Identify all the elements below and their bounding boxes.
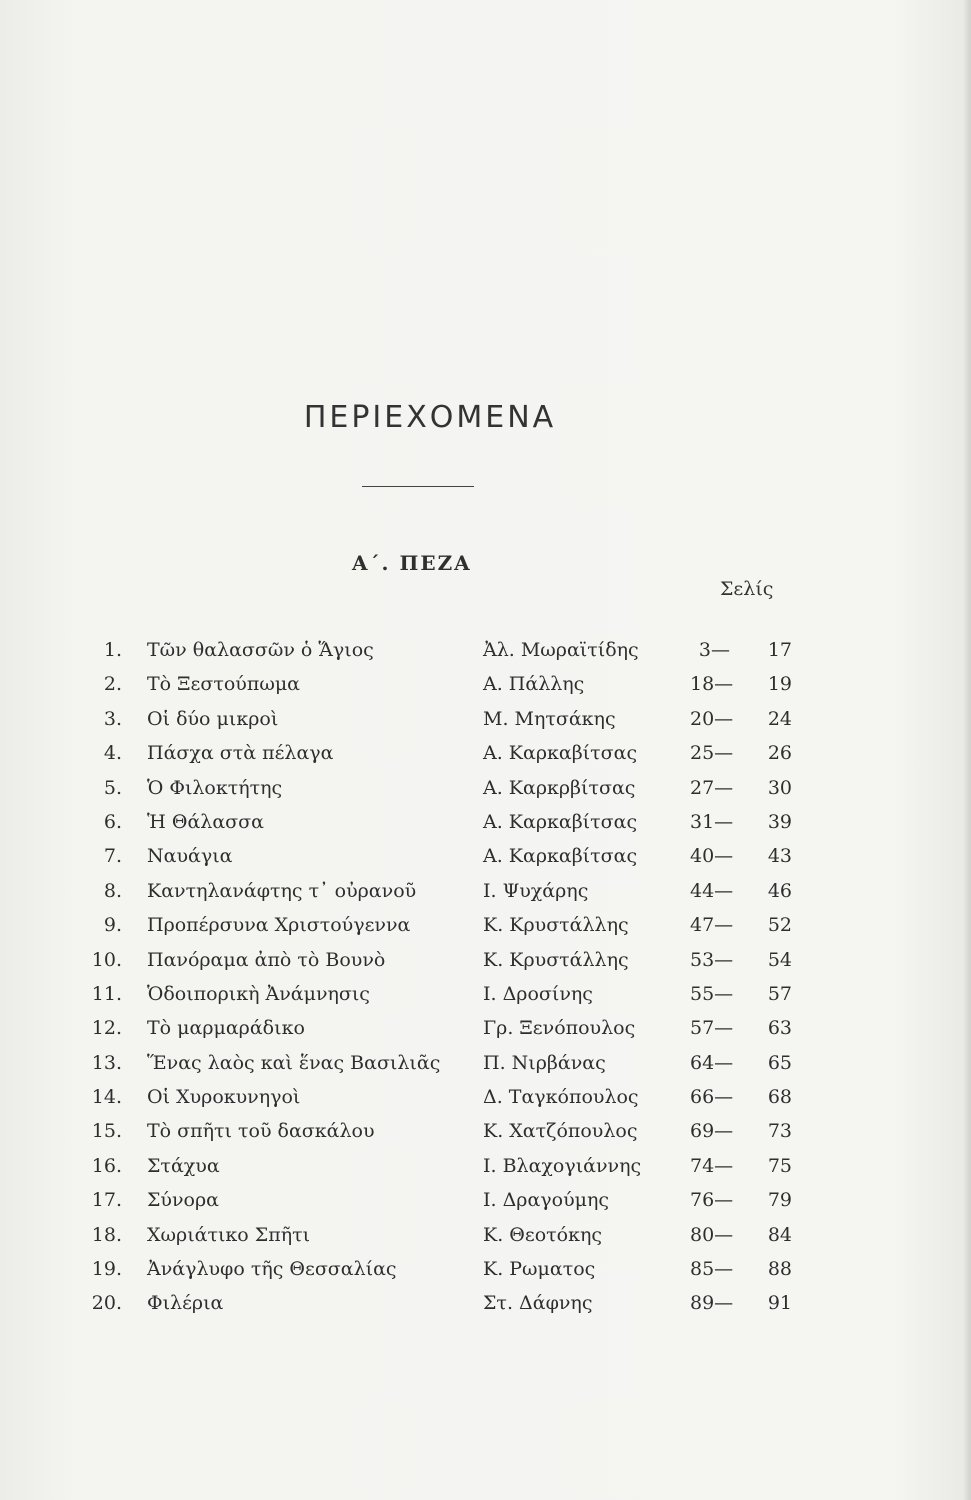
entry-page-start: 57— xyxy=(690,1017,734,1040)
entry-page-end: 57 xyxy=(767,982,792,1005)
entry-page-start: 53— xyxy=(690,948,734,971)
entry-page-start: 25— xyxy=(690,742,734,765)
toc-entry xyxy=(0,705,971,739)
toc-entry xyxy=(0,1289,971,1323)
entry-title: Χωριάτικο Σπῆτι xyxy=(147,1223,311,1246)
entry-page-end: 17 xyxy=(767,639,792,661)
entry-page-start: 76— xyxy=(690,1189,734,1212)
entry-author: Ἀλ. Μωραϊτίδης xyxy=(483,639,639,661)
entry-author: Δ. Ταγκόπουλος xyxy=(483,1086,639,1109)
entry-number: 18. xyxy=(91,1223,122,1246)
entry-title: Τῶν θαλασσῶν ὁ Ἅγιος xyxy=(147,639,374,661)
entry-author: Ι. Βλαχογιάννης xyxy=(483,1154,642,1177)
entry-page-end: 26 xyxy=(767,742,792,765)
entry-author: Α. Καρκαβίτσας xyxy=(483,810,638,833)
entry-title: Τὸ μαρμαράδικο xyxy=(147,1017,305,1040)
toc-entry xyxy=(0,1186,971,1220)
entry-page-end: 19 xyxy=(767,673,792,696)
entry-number: 19. xyxy=(91,1258,122,1281)
entry-number: 1. xyxy=(103,639,122,661)
entry-number: 17. xyxy=(91,1189,122,1212)
entry-page-end: 73 xyxy=(767,1120,792,1143)
entry-page-end: 65 xyxy=(767,1051,792,1074)
entry-author: Μ. Μητσάκης xyxy=(483,707,616,730)
entry-author: Κ. Κρυστάλλης xyxy=(483,914,629,937)
toc-entry xyxy=(0,774,971,808)
entry-author: Π. Νιρβάνας xyxy=(483,1051,606,1074)
entry-page-end: 46 xyxy=(767,879,792,902)
entry-number: 16. xyxy=(91,1154,122,1177)
toc-entry xyxy=(0,670,971,704)
entry-number: 10. xyxy=(91,948,122,971)
entry-page-start: 44— xyxy=(690,879,734,902)
entry-page-start: 31— xyxy=(690,810,734,833)
toc-entry xyxy=(0,1014,971,1048)
entry-title: Καντηλανάφτης τ᾽ οὐρανοῦ xyxy=(147,879,417,902)
entry-page-end: 52 xyxy=(767,914,792,937)
entry-page-end: 79 xyxy=(767,1189,792,1212)
entry-title: Οἱ δύο μικροὶ xyxy=(147,707,279,730)
toc-entry xyxy=(0,1255,971,1289)
page-column-header: Σελίς xyxy=(720,578,774,600)
toc-entry xyxy=(0,1049,971,1083)
toc-entry xyxy=(0,636,971,670)
entry-title: Ὁ Φιλοκτήτης xyxy=(147,776,283,799)
entry-title: Τὸ σπῆτι τοῦ δασκάλου xyxy=(147,1120,375,1143)
entry-author: Α. Καρκαβίτσας xyxy=(483,742,638,765)
toc-entry xyxy=(0,1117,971,1151)
entry-page-end: 43 xyxy=(767,845,792,868)
entry-page-end: 68 xyxy=(767,1086,792,1109)
toc-entry xyxy=(0,1152,971,1186)
entry-title: Πανόραμα ἀπὸ τὸ Βουνὸ xyxy=(147,948,386,971)
entry-title: Ἀνάγλυφο τῆς Θεσσαλίας xyxy=(147,1258,397,1281)
entry-page-start: 85— xyxy=(690,1258,734,1281)
toc-entry xyxy=(0,980,971,1014)
entry-number: 9. xyxy=(103,914,122,937)
entry-author: Στ. Δάφνης xyxy=(483,1292,593,1315)
entry-page-start: 20— xyxy=(690,707,734,730)
entry-page-start: 64— xyxy=(690,1051,734,1074)
toc-entry xyxy=(0,808,971,842)
entry-title: Προπέρσυνα Χριστούγεννα xyxy=(147,914,411,937)
entry-page-start: 66— xyxy=(690,1086,734,1109)
toc-entry xyxy=(0,1221,971,1255)
entry-author: Ι. Δροσίνης xyxy=(483,982,593,1005)
entry-page-end: 39 xyxy=(767,810,792,833)
entry-page-end: 30 xyxy=(767,776,792,799)
entry-author: Κ. Χατζόπουλος xyxy=(483,1120,638,1143)
entry-title: Ναυάγια xyxy=(147,845,233,868)
entry-number: 6. xyxy=(103,810,122,833)
entry-number: 13. xyxy=(91,1051,122,1074)
entry-number: 12. xyxy=(91,1017,122,1040)
entry-number: 2. xyxy=(103,673,122,696)
entry-page-start: 27— xyxy=(690,776,734,799)
toc-list xyxy=(0,636,971,1324)
entry-page-end: 88 xyxy=(767,1258,792,1281)
toc-entry xyxy=(0,877,971,911)
entry-page-start: 40— xyxy=(690,845,734,868)
section-heading: Α΄. ΠΕΖΑ xyxy=(352,551,472,575)
title-divider xyxy=(362,486,474,487)
entry-title: Πάσχα στὰ πέλαγα xyxy=(147,742,334,765)
entry-title: Ὁδοιπορικὴ Ἀνάμνησις xyxy=(147,982,370,1005)
entry-number: 11. xyxy=(91,982,122,1005)
entry-page-start: 80— xyxy=(690,1223,734,1246)
toc-entry xyxy=(0,946,971,980)
toc-entry xyxy=(0,1083,971,1117)
entry-page-start: 18— xyxy=(690,673,734,696)
entry-number: 20. xyxy=(91,1292,122,1315)
entry-number: 4. xyxy=(103,742,122,765)
entry-page-start: 89— xyxy=(690,1292,734,1315)
entry-author: Κ. Θεοτόκης xyxy=(483,1223,602,1246)
entry-number: 8. xyxy=(103,879,122,902)
entry-author: Κ. Κρυστάλλης xyxy=(483,948,629,971)
entry-page-end: 75 xyxy=(767,1154,792,1177)
entry-author: Ι. Δραγούμης xyxy=(483,1189,610,1212)
toc-entry xyxy=(0,911,971,945)
entry-page-end: 84 xyxy=(767,1223,792,1246)
entry-page-end: 91 xyxy=(767,1292,792,1315)
entry-author: Ι. Ψυχάρης xyxy=(483,879,589,902)
entry-title: Τὸ Ξεστούπωμα xyxy=(147,673,300,696)
entry-page-start: 69— xyxy=(690,1120,734,1143)
entry-title: Σύνορα xyxy=(147,1189,219,1212)
toc-entry xyxy=(0,739,971,773)
entry-title: Ἕνας λαὸς καὶ ἕνας Βασιλιᾶς xyxy=(147,1051,441,1074)
entry-author: Κ. Ρωματος xyxy=(483,1258,596,1281)
entry-title: Στάχυα xyxy=(147,1154,220,1177)
entry-page-end: 54 xyxy=(767,948,792,971)
entry-number: 5. xyxy=(103,776,122,799)
entry-author: Γρ. Ξενόπουλος xyxy=(483,1017,636,1040)
entry-author: Α. Καρκρβίτσας xyxy=(483,776,636,799)
entry-title: Ἡ Θάλασσα xyxy=(147,810,264,833)
entry-page-start: 47— xyxy=(690,914,734,937)
entry-page-end: 24 xyxy=(767,707,792,730)
toc-entry xyxy=(0,842,971,876)
entry-author: Α. Καρκαβίτσας xyxy=(483,845,638,868)
entry-number: 7. xyxy=(103,845,122,868)
entry-page-end: 63 xyxy=(767,1017,792,1040)
entry-number: 15. xyxy=(91,1120,122,1143)
page-title: ΠΕΡΙΕΧΟΜΕΝΑ xyxy=(303,400,557,435)
entry-page-start: 3— xyxy=(698,639,730,661)
entry-number: 3. xyxy=(103,707,122,730)
entry-author: Α. Πάλλης xyxy=(483,673,585,696)
entry-title: Φιλέρια xyxy=(147,1292,224,1315)
entry-page-start: 74— xyxy=(690,1154,734,1177)
entry-title: Οἱ Χυροκυνηγοὶ xyxy=(147,1086,301,1109)
entry-page-start: 55— xyxy=(690,982,734,1005)
entry-number: 14. xyxy=(91,1086,122,1109)
